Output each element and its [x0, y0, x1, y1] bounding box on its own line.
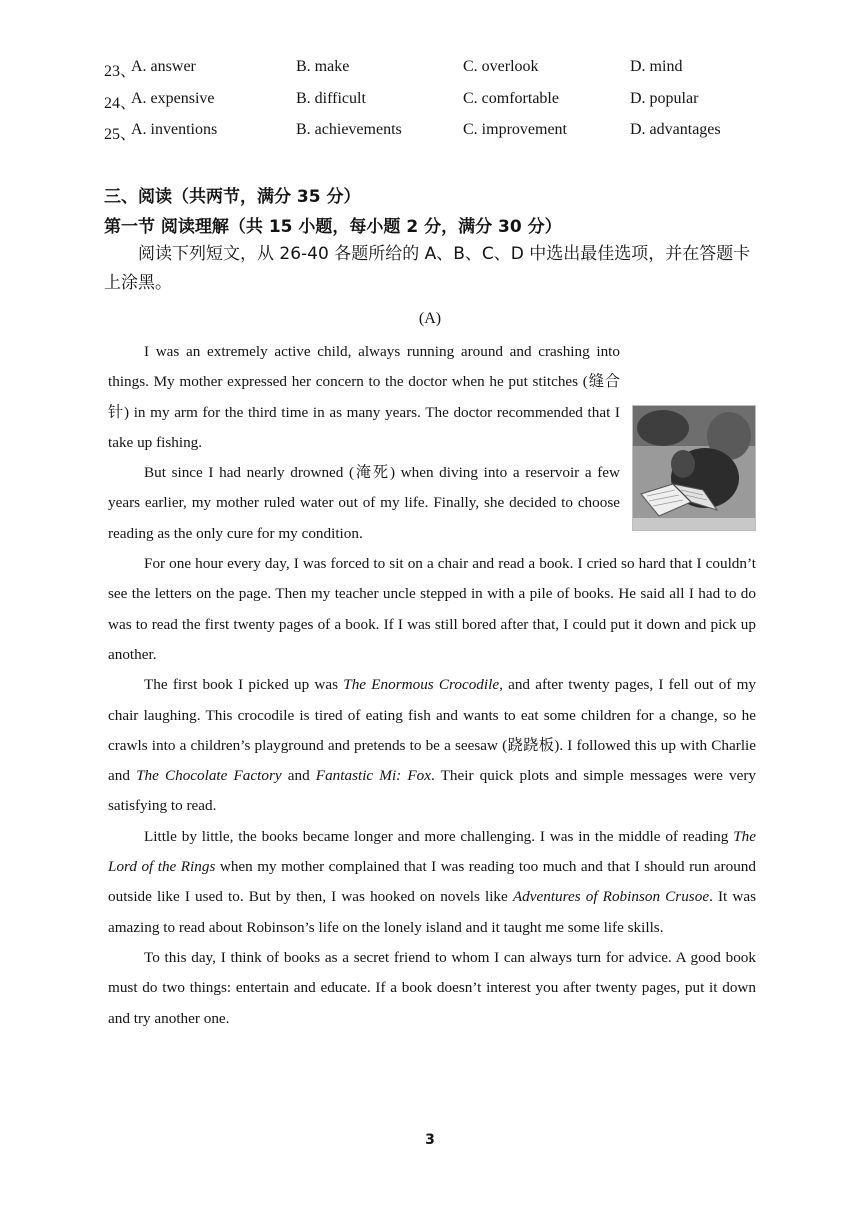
paragraph-5: [108, 822, 756, 943]
book-title: The Chocolate Factory: [136, 767, 282, 785]
option-d: D. popular: [630, 89, 699, 107]
section-subtitle: 第一节 阅读理解（共 15 小题，每小题 2 分，满分 30 分）: [104, 217, 562, 237]
paragraph-4-text: . Their quick plots and simple messages were very satisfying to read.: [108, 767, 756, 815]
section-instruction: 阅读下列短文，从 26-40 各题所给的 A、B、C、D 中选出最佳选项，并在答题卡上涂黑。: [104, 244, 751, 293]
question-number: 25、: [104, 126, 137, 143]
section-title: 三、阅读（共两节，满分 35 分）: [104, 187, 361, 207]
option-b: B. make: [296, 58, 350, 75]
question-number: 23、: [104, 63, 137, 80]
page-number: 3: [425, 1132, 435, 1148]
paragraph-4-text: , and after twenty pages, I fell out of my chair laughing. This crocodile is tired of eating fish and wants to eat some children for a change, so he crawls into a children’s playground and pretends to be a seesaw (跷跷板). I followed this up with Charlie and: [108, 676, 756, 785]
option-d: D. advantages: [630, 121, 721, 138]
option-c: C. overlook: [463, 58, 539, 75]
paragraph-5-text: when my mother complained that I was reading too much and that I should run around outside like I used to. But by then, I was hooked on novels like: [108, 858, 756, 906]
question-number: 24、: [104, 94, 137, 112]
option-a: A. expensive: [131, 89, 215, 107]
paragraph-5-text: . It was amazing to read about Robinson’s life on the lonely island and it taught me some life skills.: [108, 888, 756, 936]
paragraph-5-text: Little by little, the books became longer and more challenging. I was in the middle of reading: [144, 827, 734, 845]
paragraph-4-text: and: [281, 767, 316, 785]
passage-label: (A): [418, 310, 442, 327]
book-title: The Lord of the Rings: [108, 827, 756, 876]
paragraph-1: I was an extremely active child, always running around and crashing into things. My mother expressed her concern to the doctor when he put stitches (缝合针) in my arm for the third time in as many years. The doctor recommended that I take up fishing.: [108, 343, 620, 451]
paragraph-4-text: The first book I picked up was: [144, 676, 344, 694]
paragraph-3: For one hour every day, I was forced to sit on a chair and read a book. I cried so hard that I couldn’t see the letters on the page. Then my teacher uncle stepped in with a pile of books. He said all I had to do was to read the first twenty pages of a book. If I was still bored after that, I could put it down and pick up another.: [108, 555, 756, 663]
open-book-photo-icon: [633, 406, 755, 530]
passage-body: [108, 337, 756, 1034]
option-a: A. answer: [131, 58, 196, 75]
reading-illustration: [632, 405, 756, 531]
paragraph-2: But since I had nearly drowned (淹死) when diving into a reservoir a few years earlier, my mother ruled water out of my life. Finally, she decided to choose reading as the only cure for my condition.: [108, 464, 620, 542]
paragraph-4: [108, 670, 756, 821]
paragraph-6: To this day, I think of books as a secret friend to whom I can always turn for advice. A good book must do two things: entertain and educate. If a book doesn’t interest you after twenty pages, put it down and try another one.: [108, 948, 756, 1027]
option-a: A. inventions: [131, 121, 218, 138]
option-c: C. improvement: [463, 121, 567, 138]
book-title: The Enormous Crocodile: [343, 676, 500, 694]
book-title: Fantastic Mi: Fox: [315, 767, 431, 785]
option-b: B. difficult: [296, 89, 366, 107]
option-b: B. achievements: [296, 121, 402, 138]
option-d: D. mind: [630, 58, 683, 75]
book-title: Adventures of Robinson Crusoe: [512, 888, 710, 906]
option-c: C. comfortable: [463, 89, 559, 107]
